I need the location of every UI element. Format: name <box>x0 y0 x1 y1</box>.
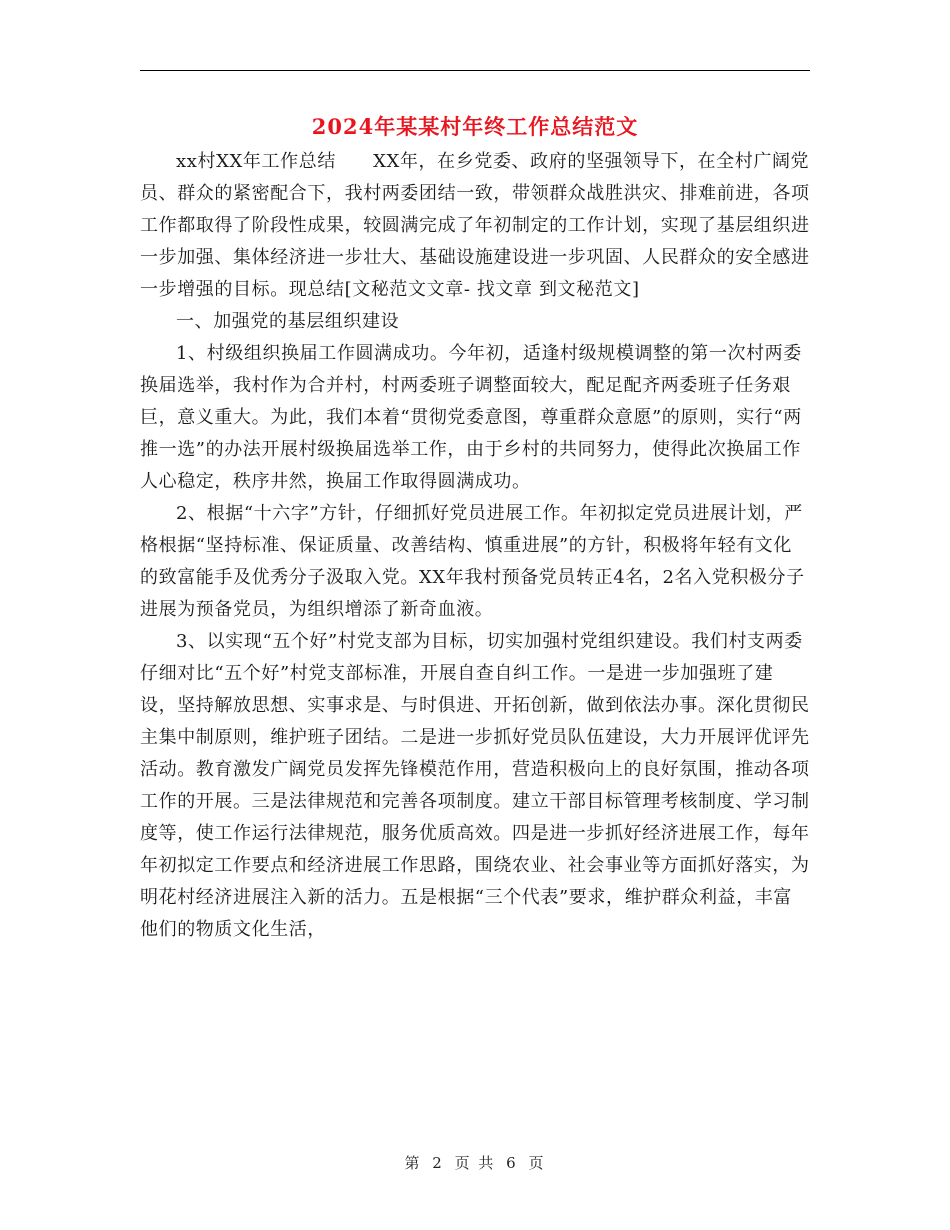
footer-page-number: 2 <box>432 1154 444 1172</box>
footer-middle: 页 共 <box>454 1154 496 1172</box>
document-body <box>140 146 810 946</box>
footer-prefix: 第 <box>404 1154 422 1172</box>
footer-total-pages: 6 <box>506 1154 518 1172</box>
paragraph-item-2: 2、根据“十六字”方针，仔细抓好党员进展工作。年初拟定党员进展计划，严格根据“坚持标准、保证质量、改善结构、慎重进展”的方针，积极将年轻有文化的致富能手及优秀分子汲取入党。XX年我村预备党员转正4名，2名入党积极分子进展为预备党员，为组织增添了新奇血液。 <box>140 503 805 620</box>
paragraph-intro: xx村XX年工作总结 XX年，在乡党委、政府的坚强领导下，在全村广阔党员、群众的紧密配合下，我村两委团结一致，带领群众战胜洪灾、排难前进，各项工作都取得了阶段性成果，较圆满完成了年初制定的工作计划，实现了基层组织进一步加强、集体经济进一步壮大、基础设施建设进一步巩固、人民群众的安全感进一步增强的目标。现总结[文秘范文文章- 找文章 到文秘范文] <box>140 151 810 300</box>
header-rule <box>140 70 810 71</box>
footer-suffix: 页 <box>528 1154 546 1172</box>
paragraph-item-3: 3、以实现“五个好”村党支部为目标，切实加强村党组织建设。我们村支两委仔细对比“五个好”村党支部标准，开展自查自纠工作。一是进一步加强班了建设，坚持解放思想、实事求是、与时俱进、开拓创新，做到依法办事。深化贯彻民主集中制原则，维护班子团结。二是进一步抓好党员队伍建设，大力开展评优评先活动。教育激发广阔党员发挥先锋模范作用，营造积极向上的良好氛围，推动各项工作的开展。三是法律规范和完善各项制度。建立干部目标管理考核制度、学习制度等，使工作运行法律规范，服务优质高效。四是进一步抓好经济进展工作，每年年初拟定工作要点和经济进展工作思路，围绕农业、社会事业等方面抓好落实，为明花村经济进展注入新的活力。五是根据“三个代表”要求，维护群众利益，丰富他们的物质文化生活， <box>140 631 810 940</box>
page-footer <box>0 1152 950 1173</box>
document-title: 2024年某某村年终工作总结范文 <box>311 114 639 139</box>
paragraph-item-1: 1、村级组织换届工作圆满成功。今年初，适逢村级规模调整的第一次村两委换届选举，我村作为合并村，村两委班子调整面较大，配足配齐两委班子任务艰巨，意义重大。为此，我们本着“贯彻党委意图，尊重群众意愿”的原则，实行“两推一选”的办法开展村级换届选举工作，由于乡村的共同努力，使得此次换届工作人心稳定，秩序井然，换届工作取得圆满成功。 <box>140 343 802 492</box>
section-heading: 一、加强党的基层组织建设 <box>176 311 400 332</box>
